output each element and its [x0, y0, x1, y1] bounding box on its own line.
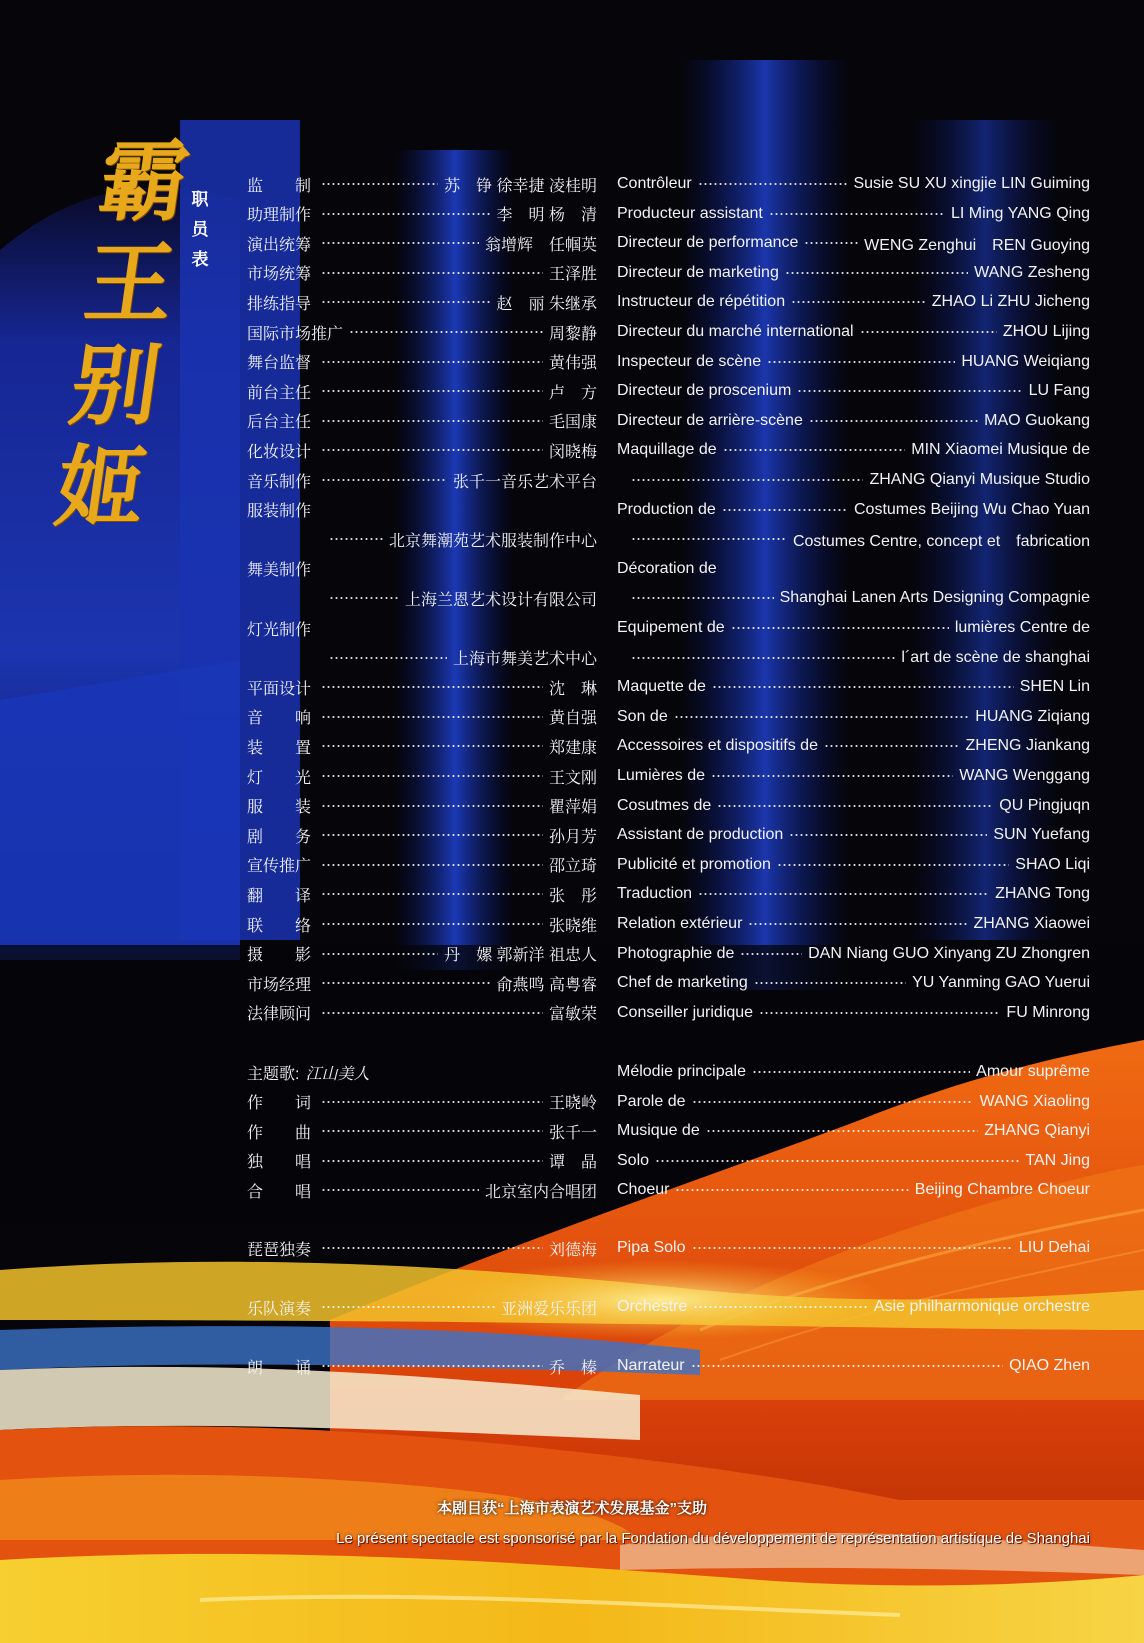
credit-name: ZHANG Qianyi [984, 1122, 1090, 1140]
dot-leader [321, 978, 491, 988]
credit-row [617, 1354, 1090, 1378]
credit-row [247, 350, 597, 374]
credit-role: 音 响 [247, 710, 312, 728]
dot-leader [321, 712, 543, 722]
dot-leader [321, 1302, 495, 1312]
dot-leader [321, 860, 543, 870]
dot-leader [767, 357, 955, 367]
credit-role: 作 曲 [247, 1124, 312, 1142]
dot-leader [674, 712, 970, 722]
credit-row [617, 290, 1090, 314]
dot-leader [321, 475, 447, 485]
dot-leader [321, 357, 543, 367]
credit-name: WANG Zesheng [974, 263, 1090, 281]
credit-row [247, 912, 597, 936]
credit-row [247, 675, 597, 699]
dot-leader [740, 949, 802, 959]
credit-role: Lumières de [617, 767, 706, 784]
credit-name: ZHAO Li ZHU Jicheng [931, 293, 1090, 311]
credit-role: Relation extérieur [617, 915, 743, 932]
dot-leader [321, 416, 543, 426]
dot-leader [321, 238, 479, 248]
credit-row [247, 498, 597, 522]
credit-row [617, 409, 1090, 433]
credit-role: 市场统筹 [247, 266, 312, 284]
credit-name: 张晓维 [548, 917, 597, 935]
credit-role: Choeur [617, 1181, 670, 1199]
dot-leader [321, 1126, 543, 1136]
dot-leader [809, 416, 978, 426]
section-title-char: 员 [191, 220, 209, 239]
credit-row [617, 764, 1090, 788]
credit-name: 丹 嫘 郭新洋 祖忠人 [444, 947, 597, 965]
credit-role: Equipement de [617, 619, 725, 636]
credit-row [617, 231, 1090, 255]
credit-name: MIN Xiaomei Musique de [911, 441, 1090, 459]
dot-leader [785, 268, 968, 278]
credit-row [617, 1060, 1090, 1084]
dot-leader [675, 1185, 908, 1195]
credit-name: 毛国康 [548, 414, 597, 432]
credit-name: QU Pingjuqn [999, 796, 1090, 814]
credit-role: 琵琶独奏 [247, 1241, 312, 1259]
credit-name: Susie SU XU xingjie LIN Guiming [853, 175, 1090, 192]
credit-row [617, 202, 1090, 226]
credit-name: ZHANG Tong [995, 885, 1090, 903]
credit-name: FU Minrong [1006, 1003, 1090, 1021]
credit-role: 后台主任 [247, 414, 312, 432]
dot-leader [321, 919, 543, 929]
credit-role: Production de [617, 500, 716, 518]
credit-role: 装 置 [247, 739, 312, 757]
dot-leader [693, 1302, 868, 1312]
credit-name: 李 明 杨 清 [496, 207, 597, 225]
credit-role: 平面设计 [247, 680, 312, 698]
dot-leader [631, 593, 774, 603]
credit-role: Maquillage de [617, 441, 717, 459]
credit-row [247, 1354, 597, 1378]
credit-role: 音乐制作 [247, 473, 312, 491]
credit-role: Contrôleur [617, 175, 692, 192]
credit-name: 张千一音乐艺术平台 [452, 473, 597, 491]
credit-row [247, 320, 597, 344]
dot-leader [777, 860, 1009, 870]
dot-leader [754, 978, 906, 988]
credit-row [247, 527, 597, 551]
logo-char-3: 别 [64, 333, 167, 437]
credit-row [617, 882, 1090, 906]
credit-name: Amour suprême [976, 1063, 1090, 1080]
dot-leader [692, 1243, 1013, 1253]
credit-name: 孙月芳 [548, 828, 597, 846]
credit-role: Maquette de [617, 678, 706, 696]
dot-leader [655, 1156, 1019, 1166]
dot-leader [321, 1361, 543, 1371]
credit-role: 作 词 [247, 1095, 312, 1113]
credit-role: Pipa Solo [617, 1239, 686, 1256]
credit-name: 富敏荣 [548, 1006, 597, 1024]
credit-role: 监 制 [247, 177, 312, 195]
credit-role: Accessoires et dispositifs de [617, 737, 818, 755]
dot-leader [769, 209, 945, 219]
dot-leader [692, 1097, 974, 1107]
credit-role: 前台主任 [247, 384, 312, 402]
logo-char-4: 姬 [49, 435, 153, 539]
credit-row [247, 734, 597, 758]
credit-row [247, 586, 597, 610]
credit-role: 剧 务 [247, 828, 312, 846]
credit-name: 苏 铮 徐幸捷 凌桂明 [444, 177, 597, 195]
section-title-staff-list [186, 185, 214, 275]
dot-leader [631, 534, 787, 544]
dot-leader [321, 1156, 543, 1166]
credit-row [617, 734, 1090, 758]
credit-name: 邵立琦 [548, 858, 597, 876]
credit-role: Directeur du marché international [617, 323, 854, 340]
credit-row [617, 527, 1090, 551]
dot-leader [631, 653, 895, 663]
logo-char-2: 王 [78, 231, 182, 335]
credit-row [247, 1149, 597, 1173]
credit-name: HUANG Ziqiang [975, 707, 1090, 725]
credit-name: SUN Yuefang [993, 826, 1090, 844]
credit-role: 国际市场推广 [247, 325, 344, 343]
dot-leader [723, 445, 906, 455]
credit-role: 舞台监督 [247, 355, 312, 373]
credit-row [247, 853, 597, 877]
credit-row [247, 468, 597, 492]
dot-leader [748, 919, 967, 929]
credit-row [617, 1119, 1090, 1143]
credit-row [247, 438, 597, 462]
credit-name: 刘德海 [548, 1241, 597, 1259]
dot-leader [321, 297, 491, 307]
dot-leader [804, 238, 858, 248]
credit-row [617, 557, 1090, 581]
credit-name: 翁增辉 任帼英 [484, 236, 597, 254]
credit-role: 舞美制作 [247, 562, 312, 580]
credit-row [617, 468, 1090, 492]
sponsor-note-chinese: 本剧目获“上海市表演艺术发展基金”支助 [436, 1500, 707, 1517]
credit-row [617, 853, 1090, 877]
credit-row [617, 1001, 1090, 1025]
credit-row [247, 1178, 597, 1202]
credit-row [247, 646, 597, 670]
dot-leader [711, 771, 953, 781]
credit-role: 摄 影 [247, 947, 312, 965]
credit-role: 合 唱 [247, 1183, 312, 1201]
dot-leader [712, 682, 1014, 692]
dot-leader [321, 949, 438, 959]
dot-leader [797, 386, 1022, 396]
credit-name: LI Ming YANG Qing [950, 204, 1090, 222]
credit-row [617, 705, 1090, 729]
credit-name: 张千一 [548, 1124, 597, 1142]
credit-row [617, 942, 1090, 966]
credit-name: WANG Wenggang [959, 767, 1090, 784]
logo-char-1: 霸 [92, 129, 196, 233]
credit-role: 灯光制作 [247, 621, 312, 639]
credit-name: ZHANG Xiaowei [973, 915, 1090, 932]
credit-role: Narrateur [617, 1357, 685, 1374]
credit-row [247, 616, 597, 640]
dot-leader [752, 1067, 970, 1077]
credit-name: l´art de scène de shanghai [901, 648, 1090, 666]
credit-row [617, 498, 1090, 522]
credit-role: Inspecteur de scène [617, 352, 762, 370]
credit-role: 翻 译 [247, 887, 312, 905]
credit-role: 主题歌: [247, 1065, 300, 1083]
credit-row [617, 438, 1090, 462]
credit-role: Directeur de marketing [617, 263, 779, 281]
credit-row [617, 320, 1090, 344]
credit-role: Décoration de [617, 559, 717, 577]
credit-name: SHEN Lin [1019, 678, 1090, 696]
credit-role: Conseiller juridique [617, 1003, 754, 1021]
credit-role: Instructeur de répétition [617, 293, 786, 311]
dot-leader [698, 889, 989, 899]
credit-name: 乔 榛 [548, 1359, 597, 1377]
section-title-char: 职 [191, 190, 209, 209]
credit-name: 郑建康 [548, 739, 597, 757]
dot-leader [321, 209, 491, 219]
credit-row [247, 764, 597, 788]
dot-leader [321, 889, 543, 899]
dot-leader [329, 534, 383, 544]
credit-row [247, 1236, 597, 1260]
credit-name: WENG Zenghui REN Guoying [864, 236, 1090, 254]
credit-row [247, 202, 597, 226]
credit-role: 市场经理 [247, 976, 312, 994]
credit-name: LIU Dehai [1018, 1239, 1090, 1256]
credit-name: 赵 丽 朱继承 [496, 295, 597, 313]
dot-leader [321, 179, 438, 189]
credit-name: HUANG Weiqiang [961, 352, 1090, 370]
credit-role: Chef de marketing [617, 974, 748, 992]
credit-role: 朗 诵 [247, 1359, 312, 1377]
credit-row [617, 586, 1090, 610]
dot-leader [321, 1097, 543, 1107]
dot-leader [791, 297, 926, 307]
credit-row [617, 675, 1090, 699]
dot-leader [321, 801, 543, 811]
credit-name: 俞燕鸣 高粤睿 [496, 976, 597, 994]
credit-row [617, 261, 1090, 285]
dot-leader [706, 1126, 978, 1136]
credit-name: WANG Xiaoling [979, 1092, 1090, 1110]
credit-row [247, 557, 597, 581]
dot-leader [631, 475, 863, 485]
credit-name: Beijing Chambre Choeur [914, 1181, 1090, 1199]
credit-role: 联 络 [247, 917, 312, 935]
credit-name: TAN Jing [1025, 1151, 1090, 1169]
dot-leader [329, 593, 399, 603]
credit-role: Solo [617, 1151, 650, 1169]
credit-row [247, 379, 597, 403]
credit-role: 排练指导 [247, 295, 312, 313]
credit-row [617, 1178, 1090, 1202]
credit-row [617, 1236, 1090, 1260]
credit-role: Cosutmes de [617, 796, 712, 814]
credit-role: 宣传推广 [247, 858, 312, 876]
credit-role: Producteur assistant [617, 204, 763, 222]
credit-role: Directeur de proscenium [617, 382, 792, 400]
credit-name: MAO Guokang [984, 411, 1090, 429]
credit-row [247, 1060, 597, 1084]
credit-name: 谭 晶 [548, 1154, 597, 1172]
credit-name: lumières Centre de [954, 619, 1090, 636]
credit-role: Directeur de arrière-scène [617, 411, 803, 429]
credit-name: YU Yanming GAO Yuerui [912, 974, 1090, 992]
credit-name: ZHANG Qianyi Musique Studio [869, 471, 1090, 488]
credit-name: 瞿萍娟 [548, 799, 597, 817]
credit-name: ZHENG Jiankang [965, 737, 1090, 755]
dot-leader [860, 327, 997, 337]
credit-role: Musique de [617, 1122, 700, 1140]
sponsor-note-french: Le présent spectacle est sponsorisé par la Fondation du développement de représentation artistique de Shanghai [336, 1530, 1090, 1547]
dot-leader [321, 1008, 543, 1018]
credit-row [247, 1295, 597, 1319]
credit-name: ZHOU Lijing [1002, 323, 1090, 340]
credit-name: 北京舞潮苑艺术服装制作中心 [388, 532, 597, 550]
credit-row [247, 1001, 597, 1025]
credit-row [617, 1295, 1090, 1319]
dot-leader [321, 830, 543, 840]
credit-name: 上海兰恩艺术设计有限公司 [404, 591, 597, 609]
dot-leader [321, 445, 543, 455]
credit-row [617, 823, 1090, 847]
credit-row [617, 379, 1090, 403]
credit-name: Costumes Beijing Wu Chao Yuan [854, 500, 1090, 518]
credit-row [617, 912, 1090, 936]
dot-leader [321, 1243, 543, 1253]
credit-role: Photographie de [617, 944, 735, 962]
credit-name: 亚洲爱乐乐团 [500, 1300, 597, 1318]
credit-name: 黄伟强 [548, 355, 597, 373]
credit-name: 王文刚 [548, 769, 597, 787]
credit-row [247, 705, 597, 729]
credit-row [617, 1149, 1090, 1173]
credit-role: Parole de [617, 1092, 686, 1110]
credit-row [617, 794, 1090, 818]
credit-row [247, 261, 597, 285]
credit-role: 服 装 [247, 799, 312, 817]
credit-row [247, 231, 597, 255]
credit-name: 闵晓梅 [548, 443, 597, 461]
credit-row [247, 971, 597, 995]
dot-leader [717, 801, 993, 811]
dot-leader [321, 1185, 479, 1195]
credit-name: 周黎静 [548, 325, 597, 343]
credit-row [617, 616, 1090, 640]
dot-leader [698, 179, 848, 189]
credit-row [247, 409, 597, 433]
credit-role: Assistant de production [617, 826, 784, 844]
dot-leader [321, 741, 543, 751]
credit-role: Mélodie principale [617, 1063, 746, 1080]
credit-role: 乐队演奏 [247, 1300, 312, 1318]
credit-name: DAN Niang GUO Xinyang ZU Zhongren [808, 944, 1090, 962]
dot-leader [731, 623, 949, 633]
section-title-char: 表 [191, 250, 209, 269]
dot-leader [349, 327, 543, 337]
credit-row [247, 1090, 597, 1114]
credit-name: LU Fang [1028, 382, 1090, 400]
credit-name: 王晓岭 [548, 1095, 597, 1113]
credit-role: 演出统筹 [247, 236, 312, 254]
credit-role: Son de [617, 707, 668, 725]
dot-leader [329, 653, 447, 663]
credit-role: 灯 光 [247, 769, 312, 787]
credit-name: QIAO Zhen [1009, 1357, 1090, 1374]
credit-row [247, 942, 597, 966]
dot-leader [321, 386, 543, 396]
dot-leader [789, 830, 987, 840]
credit-row [617, 350, 1090, 374]
credit-name: 北京室内合唱团 [484, 1183, 597, 1201]
credit-row [617, 971, 1090, 995]
credit-name: 王泽胜 [548, 266, 597, 284]
credit-row [247, 882, 597, 906]
credit-row [247, 1119, 597, 1143]
credit-row [617, 646, 1090, 670]
credit-row [247, 290, 597, 314]
credit-name: 张 彤 [548, 887, 597, 905]
dot-leader [722, 505, 848, 515]
credit-role: 独 唱 [247, 1154, 312, 1172]
dot-leader [691, 1361, 1004, 1371]
credit-row [247, 823, 597, 847]
dot-leader [824, 741, 960, 751]
credit-name: Costumes Centre, concept et fabrication [792, 532, 1090, 550]
dot-leader [759, 1008, 1000, 1018]
credit-role: 化妆设计 [247, 443, 312, 461]
credit-name: 黄自强 [548, 710, 597, 728]
credit-name: Asie philharmonique orchestre [873, 1298, 1090, 1315]
credit-name: 卢 方 [548, 384, 597, 402]
credit-row [247, 172, 597, 196]
credit-role: 服装制作 [247, 503, 312, 521]
credit-role: 法律顾问 [247, 1006, 312, 1024]
credit-role: Orchestre [617, 1298, 688, 1315]
credit-name: 上海市舞美艺术中心 [452, 651, 597, 669]
credit-name: Shanghai Lanen Arts Designing Compagnie [779, 589, 1090, 607]
credit-row [617, 1090, 1090, 1114]
credit-role: 助理制作 [247, 207, 312, 225]
dot-leader [321, 771, 543, 781]
credit-name: 沈 琳 [548, 680, 597, 698]
credit-name: SHAO Liqi [1015, 855, 1090, 873]
credit-role: Directeur de performance [617, 234, 799, 252]
dot-leader [321, 268, 543, 278]
dot-leader [321, 682, 543, 692]
credit-role: Traduction [617, 885, 692, 903]
credit-role: Publicité et promotion [617, 855, 771, 873]
theme-song-title: 江山美人 [305, 1065, 370, 1083]
credit-row [617, 172, 1090, 196]
credit-row [247, 794, 597, 818]
